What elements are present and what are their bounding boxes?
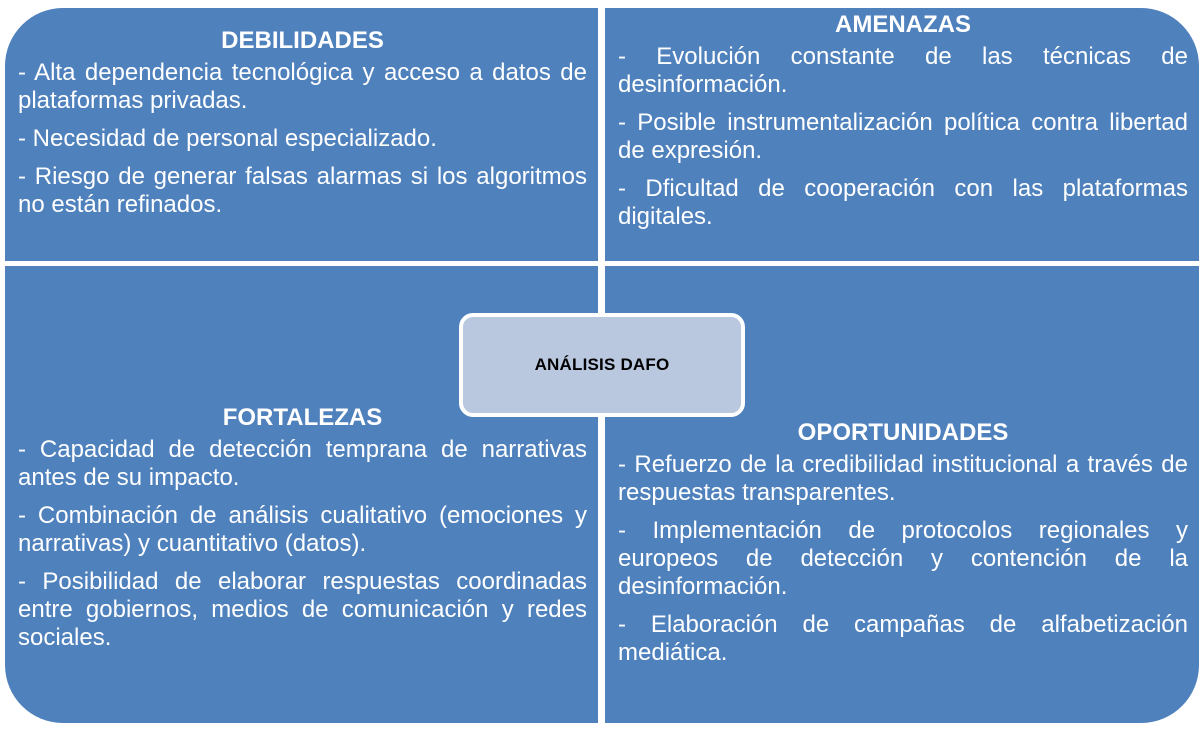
amenazas-item-1: - Evolución constante de las técnicas de desinformación. bbox=[618, 43, 1188, 98]
fortalezas-title: FORTALEZAS bbox=[222, 404, 383, 431]
fortalezas-list bbox=[18, 436, 587, 652]
oportunidades-item-2: - Implementación de protocolos regionales y europeos de detección y contención de la desinformación. bbox=[618, 517, 1188, 600]
debilidades-item-1: - Alta dependencia tecnológica y acceso a datos de plataformas privadas. bbox=[18, 59, 587, 114]
debilidades-item-2: - Necesidad de personal especializado. bbox=[18, 125, 437, 152]
quadrant-amenazas bbox=[605, 8, 1199, 261]
debilidades-list bbox=[18, 59, 587, 219]
quadrant-debilidades bbox=[5, 8, 598, 261]
fortalezas-item-3: - Posibilidad de elaborar respuestas coordinadas entre gobiernos, medios de comunicación y redes sociales. bbox=[18, 568, 587, 651]
fortalezas-item-2: - Combinación de análisis cualitativo (emociones y narrativas) y cuantitativo (datos). bbox=[18, 502, 587, 557]
debilidades-item-3: - Riesgo de generar falsas alarmas si los algoritmos no están refinados. bbox=[18, 163, 587, 218]
fortalezas-item-1: - Capacidad de detección temprana de narrativas antes de su impacto. bbox=[18, 436, 587, 491]
center-label: ANÁLISIS DAFO bbox=[534, 355, 670, 374]
oportunidades-list bbox=[618, 451, 1188, 667]
center-label-box bbox=[459, 313, 745, 417]
oportunidades-item-3: - Elaboración de campañas de alfabetización mediática. bbox=[618, 611, 1188, 666]
debilidades-title: DEBILIDADES bbox=[221, 27, 384, 54]
amenazas-title: AMENAZAS bbox=[835, 11, 971, 38]
amenazas-item-3: - Dficultad de cooperación con las plataformas digitales. bbox=[618, 175, 1188, 230]
oportunidades-item-1: - Refuerzo de la credibilidad institucional a través de respuestas transparentes. bbox=[618, 451, 1188, 506]
oportunidades-title: OPORTUNIDADES bbox=[797, 419, 1009, 446]
amenazas-item-2: - Posible instrumentalización política contra libertad de expresión. bbox=[618, 109, 1188, 164]
amenazas-list bbox=[618, 43, 1188, 231]
